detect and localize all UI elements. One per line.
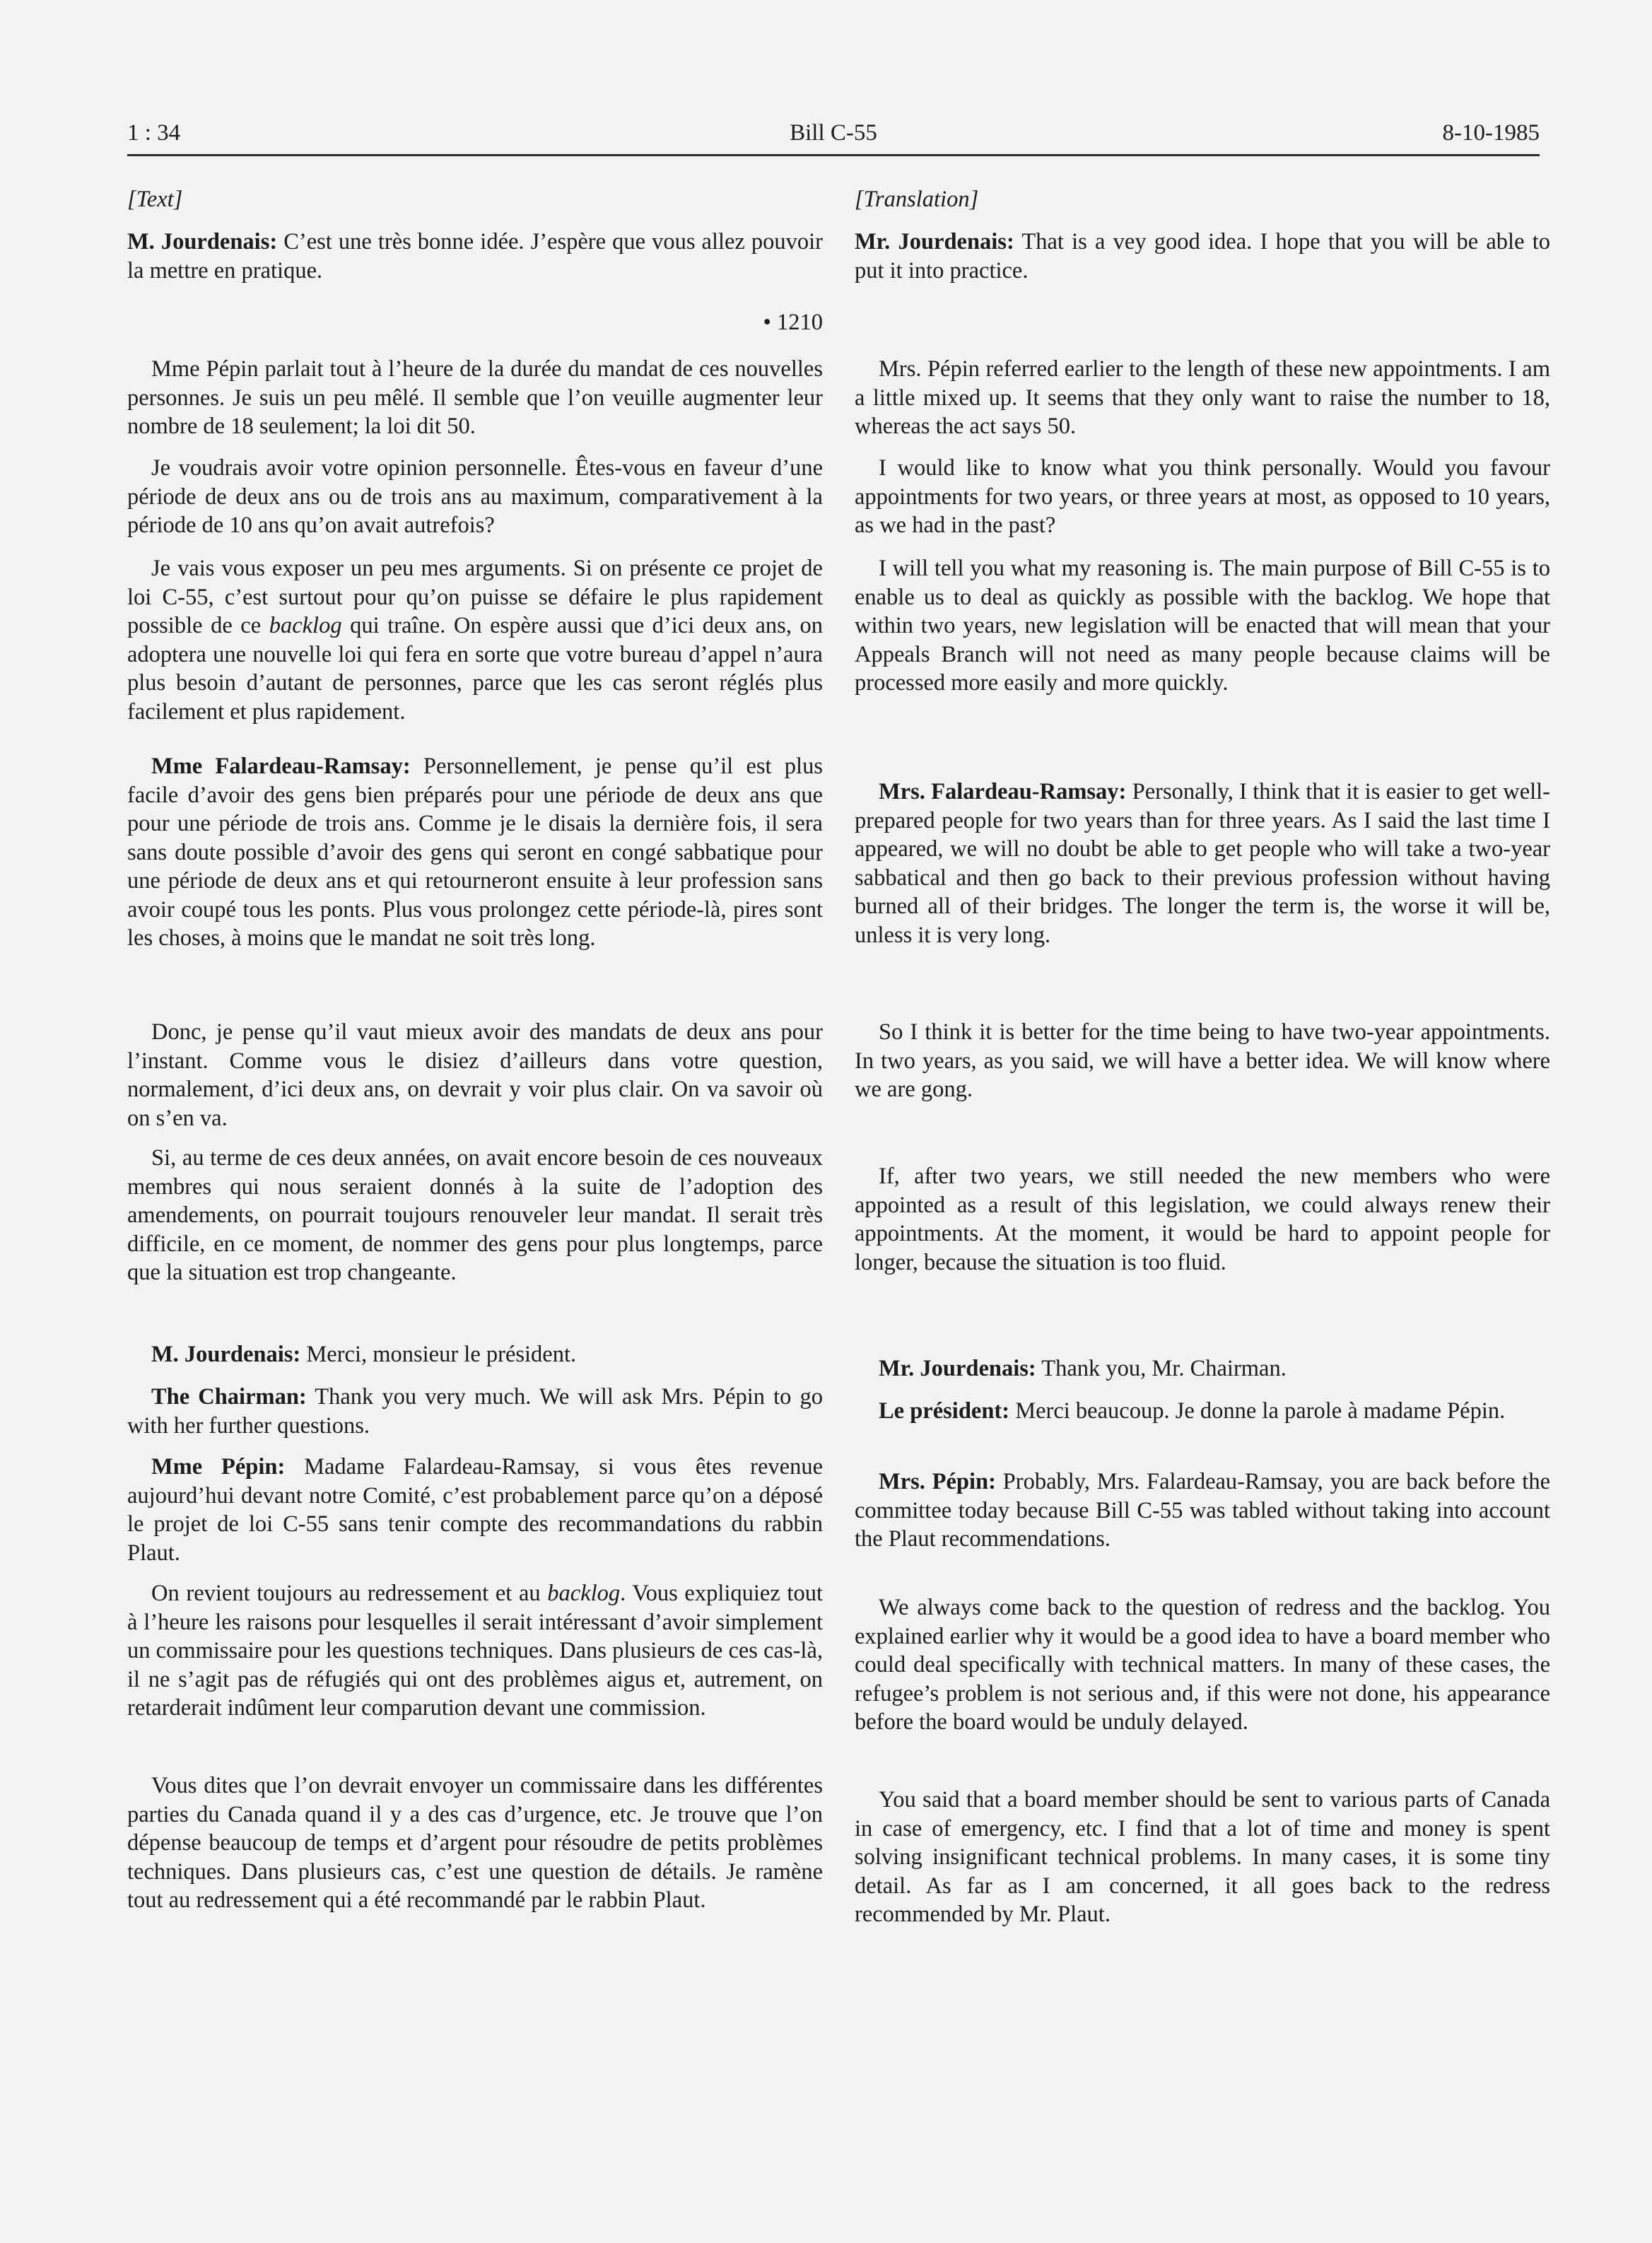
column-tag-text: [Text] bbox=[127, 187, 183, 212]
paragraph bbox=[127, 1453, 823, 1567]
paragraph bbox=[855, 1162, 1550, 1277]
page-number: 1 : 34 bbox=[127, 120, 181, 146]
paragraph bbox=[855, 1786, 1550, 1929]
paragraph-text: Je voudrais avoir votre opinion personnelle. Êtes-vous en faveur d’une période de deux ans ou de trois ans au maximum, comparativement à la période de 10 ans qu’on avait autrefois? bbox=[127, 455, 823, 538]
paragraph-text: Merci, monsieur le président. bbox=[300, 1342, 577, 1367]
paragraph bbox=[127, 1383, 823, 1440]
paragraph-text: So I think it is better for the time being to have two-year appointments. In two years, as you said, we will have a better idea. We will know where we are gong. bbox=[855, 1019, 1550, 1102]
time-marker: • 1210 bbox=[763, 310, 823, 335]
speaker-name: Mrs. Pépin: bbox=[879, 1469, 996, 1494]
paragraph bbox=[127, 355, 823, 441]
speaker-name: Mme Pépin: bbox=[151, 1454, 286, 1480]
paragraph bbox=[855, 1018, 1550, 1104]
paragraph-text: I will tell you what my reasoning is. The main purpose of Bill C-55 is to enable us to deal as quickly as possible with the backlog. We hope that within two years, new legislation will be enacted that will mean that your Appeals Branch will not need as many people because claims will be processed more easily and more quickly. bbox=[855, 556, 1550, 696]
speaker-name: Mme Falardeau-Ramsay: bbox=[151, 754, 411, 779]
paragraph bbox=[127, 1144, 823, 1287]
column-tag-translation: [Translation] bbox=[855, 187, 979, 212]
paragraph-text: Vous dites que l’on devrait envoyer un commissaire dans les différentes parties du Canada quand il y a des cas d’urgence, etc. Je trouve que l’on dépense beaucoup de temps et d’argent pour résoudre de petits problèmes techniques. Dans plusieurs cas, c’est une question de détails. Je ramène tout au redressement qui a été recommandé par le rabbin Plaut. bbox=[127, 1773, 823, 1913]
paragraph-text: Si, au terme de ces deux années, on avait encore besoin de ces nouveaux membres qui nous seraient donnés à la suite de l’adoption des amendements, on pourrait toujours renouveler leur mandat. Il serait très difficile, en ce moment, de nommer des gens pour plus longtemps, parce que la situation est trop changeante. bbox=[127, 1145, 823, 1285]
paragraph-text: Thank you, Mr. Chairman. bbox=[1036, 1356, 1287, 1381]
paragraph-text: Personally, I think that it is easier to get well-prepared people for two years than for three years. As I said the last time I appeared, we will no doubt be able to get people who will take a two-year sabbatical and then go back to their previous profession without having burned all of their bridges. The longer the term is, the worse it will be, unless it is very long. bbox=[855, 779, 1551, 948]
paragraph-text: Thank you very much. We will ask Mrs. Pépin to go with her further questions. bbox=[127, 1384, 823, 1439]
paragraph bbox=[127, 1340, 823, 1369]
paragraph-text: You said that a board member should be sent to various parts of Canada in case of emergency, etc. I find that a lot of time and money is spent solving insignificant technical problems. In many cases, it is some tiny detail. As far as I am concerned, it all goes back to the redress recommended by Mr. Plaut. bbox=[855, 1787, 1550, 1927]
speaker-name: M. Jourdenais: bbox=[151, 1342, 301, 1367]
meeting-date: 8-10-1985 bbox=[1442, 120, 1540, 146]
speaker-name: Mrs. Falardeau-Ramsay: bbox=[879, 779, 1127, 804]
speaker-name: Mr. Jourdenais: bbox=[855, 229, 1014, 254]
paragraph bbox=[127, 554, 823, 726]
paragraph-text: Mme Pépin parlait tout à l’heure de la durée du mandat de ces nouvelles personnes. Je suis un peu mêlé. Il semble que l’on veuille augmenter leur nombre de 18 seulement; la loi dit 50. bbox=[127, 356, 823, 439]
paragraph-text: Mrs. Pépin referred earlier to the length of these new appointments. I am a little mixed up. It seems that they only want to raise the number to 18, whereas the act says 50. bbox=[855, 356, 1550, 439]
paragraph bbox=[127, 1018, 823, 1132]
paragraph-text: Donc, je pense qu’il vaut mieux avoir des mandats de deux ans pour l’instant. Comme vous le disiez d’ailleurs dans votre question, normalement, d’ici deux ans, on devrait y voir plus clair. On va savoir où on s’en va. bbox=[127, 1019, 823, 1131]
page-header bbox=[127, 120, 1540, 157]
paragraph bbox=[855, 1354, 1550, 1383]
paragraph-text: C’est une très bonne idée. J’espère que vous allez pouvoir la mettre en pratique. bbox=[127, 229, 823, 283]
paragraph bbox=[855, 228, 1550, 285]
paragraph bbox=[127, 228, 823, 285]
paragraph-text: Probably, Mrs. Falardeau-Ramsay, you are back before the committee today because Bill C-55 was tabled without taking into account the Plaut recommendations. bbox=[855, 1469, 1550, 1552]
document-title: Bill C-55 bbox=[790, 120, 877, 146]
paragraph bbox=[855, 554, 1550, 698]
paragraph-text: Personnellement, je pense qu’il est plus facile d’avoir des gens bien préparés pour une période de deux ans que pour une période de trois ans. Comme je le disais la dernière fois, il sera sans doute possible d’avoir des gens qui seront en congé sabbatique pour une période de deux ans et qui retourneront ensuite à leur profession sans avoir coupé tous les ponts. Plus vous prolongez cette période-là, pires sont les choses, à moins que le mandat ne soit très long. bbox=[127, 754, 823, 951]
paragraph bbox=[127, 1579, 823, 1723]
paragraph bbox=[855, 1397, 1550, 1426]
speaker-name: The Chairman: bbox=[151, 1384, 307, 1410]
paragraph bbox=[127, 1771, 823, 1915]
speaker-name: Le président: bbox=[879, 1398, 1010, 1424]
header-rule bbox=[127, 154, 1540, 156]
speaker-name: Mr. Jourdenais: bbox=[879, 1356, 1036, 1381]
paragraph bbox=[855, 1593, 1550, 1737]
paragraph-text: I would like to know what you think personally. Would you favour appointments for two years, or three years at most, as opposed to 10 years, as we had in the past? bbox=[855, 455, 1550, 538]
paragraph-text: If, after two years, we still needed the new members who were appointed as a result of this legislation, we could always renew their appointments. At the moment, it would be hard to appoint people for longer, because the situation is too fluid. bbox=[855, 1164, 1550, 1275]
paragraph-text: Merci beaucoup. Je donne la parole à madame Pépin. bbox=[1009, 1398, 1506, 1424]
paragraph bbox=[855, 454, 1550, 540]
paragraph-text: That is a vey good idea. I hope that you will be able to put it into practice. bbox=[855, 229, 1550, 283]
paragraph-text: On revient toujours au redressement et au backlog. Vous expliquiez tout à l’heure les raisons pour lesquelles il serait intéressant d’avoir simplement un commissaire pour les questions techniques. Dans plusieurs de ces cas-là, il ne s’agit pas de réfugiés qui ont des problèmes aigus et, autrement, on retarderait indûment leur comparution devant une commission. bbox=[127, 1581, 823, 1721]
paragraph bbox=[855, 355, 1550, 441]
paragraph bbox=[855, 1468, 1550, 1554]
paragraph-text: We always come back to the question of redress and the backlog. You explained earlier why it would be a good idea to have a board member who could deal specifically with technical matters. In many of these cases, the refugee’s problem is not serious and, if this were not done, his appearance before the board would be unduly delayed. bbox=[855, 1595, 1550, 1735]
speaker-name: M. Jourdenais: bbox=[127, 229, 278, 254]
paragraph-text: Madame Falardeau-Ramsay, si vous êtes revenue aujourd’hui devant notre Comité, c’est probablement parce qu’on a déposé le projet de loi C-55 sans tenir compte des recommandations du rabbin Plaut. bbox=[127, 1454, 824, 1566]
paragraph bbox=[127, 752, 823, 953]
paragraph bbox=[127, 454, 823, 540]
paragraph bbox=[855, 778, 1550, 949]
paragraph-text: Je vais vous exposer un peu mes arguments. Si on présente ce projet de loi C-55, c’est surtout pour qu’on puisse se défaire le plus rapidement possible de ce backlog qui traîne. On espère aussi que d’ici deux ans, on adoptera une nouvelle loi qui fera en sorte que votre bureau d’appel n’aura plus besoin d’autant de personnes, parce que les cas seront réglés plus facilement et plus rapidement. bbox=[127, 556, 823, 725]
